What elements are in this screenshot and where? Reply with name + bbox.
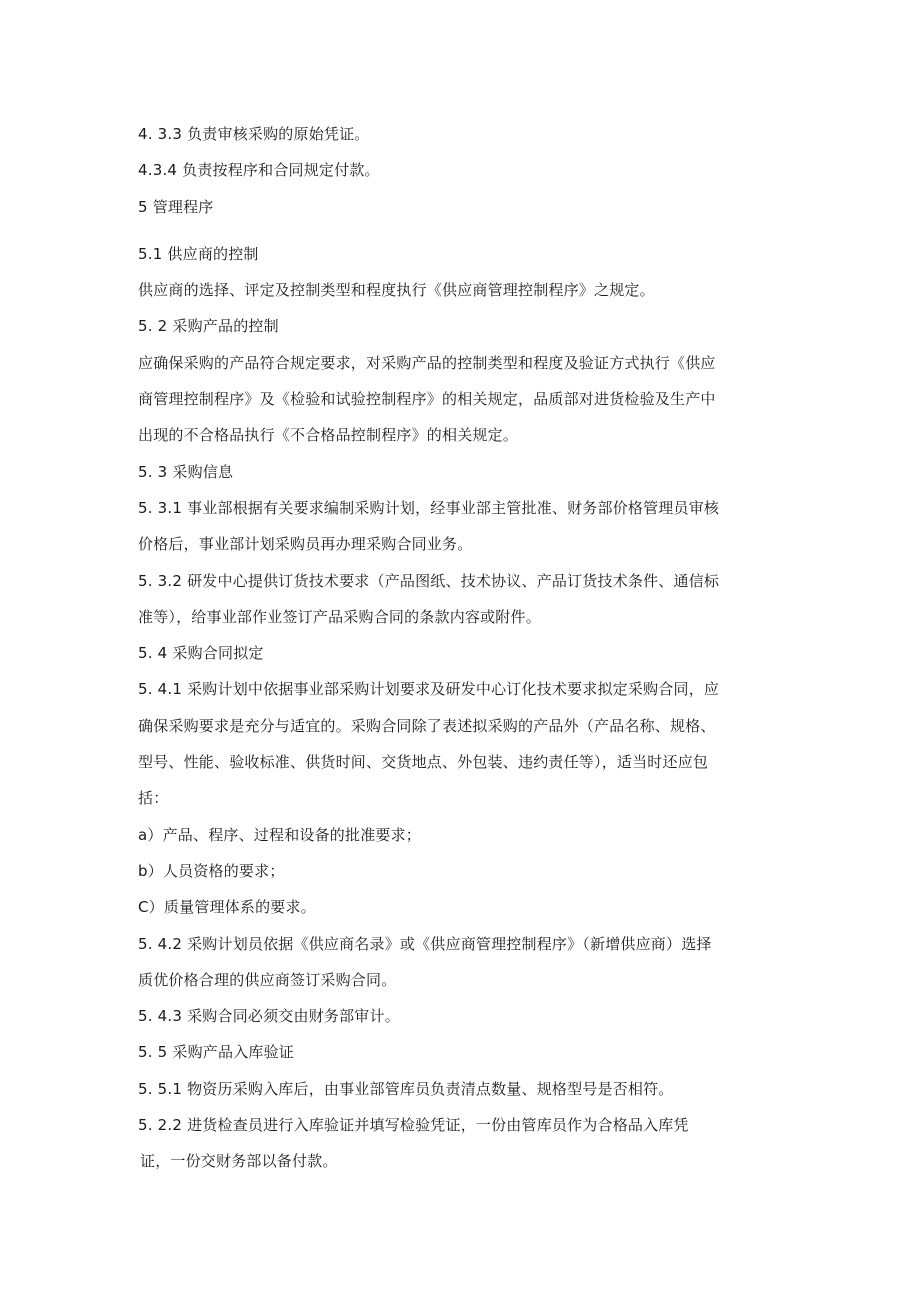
subsection-heading: 5. 4 采购合同拟定	[138, 644, 264, 663]
text-line: 确保采购要求是充分与适宜的。采购合同除了表述拟采购的产品外（产品名称、规格、	[138, 716, 716, 735]
text-line: 括：	[138, 789, 169, 808]
text-line: 5. 3.1 事业部根据有关要求编制采购计划，经事业部主管批准、财务部价格管理员审核	[138, 498, 720, 517]
text-line: 5. 5.1 物资历采购入库后，由事业部管库员负责清点数量、规格型号是否相符。	[138, 1079, 674, 1098]
text-line: 证，一份交财务部以备付款。	[140, 1152, 338, 1171]
text-line: 型号、性能、验收标准、供货时间、交货地点、外包装、违约责任等），适当时还应包	[138, 753, 709, 772]
text-line: 出现的不合格品执行《不合格品控制程序》的相关规定。	[138, 426, 519, 445]
text-line: 4. 3.3 负责审核采购的原始凭证。	[138, 125, 370, 143]
subsection-heading: 5. 2 采购产品的控制	[138, 317, 279, 336]
subsection-heading: 5.1 供应商的控制	[138, 244, 259, 263]
text-line: 商管理控制程序》及《检验和试验控制程序》的相关规定，品质部对进货检验及生产中	[138, 390, 716, 409]
text-line: 供应商的选择、评定及控制类型和程度执行《供应商管理控制程序》之规定。	[138, 281, 655, 300]
section-heading: 5 管理程序	[138, 197, 214, 216]
subsection-heading: 5. 3 采购信息	[138, 462, 234, 481]
text-line: 应确保采购的产品符合规定要求，对采购产品的控制类型和程度及验证方式执行《供应	[138, 353, 716, 372]
list-item: a）产品、程序、过程和设备的批准要求；	[138, 825, 421, 844]
text-line: 5. 4.1 采购计划中依据事业部采购计划要求及研发中心订化技术要求拟定采购合同，应	[138, 680, 720, 699]
subsection-heading: 5. 5 采购产品入库验证	[138, 1043, 294, 1062]
text-line: 准等），给事业部作业签订产品采购合同的条款内容或附件。	[138, 607, 541, 626]
document-body	[138, 116, 798, 1180]
list-item: b）人员资格的要求；	[138, 861, 285, 880]
text-line: 4.3.4 负责按程序和合同规定付款。	[138, 161, 380, 180]
text-line: 5. 4.3 采购合同必须交由财务部审计。	[138, 1007, 400, 1026]
text-line: 质优价格合理的供应商签订采购合同。	[138, 970, 397, 989]
spacer	[138, 225, 798, 236]
text-line: 5. 3.2 研发中心提供订货技术要求（产品图纸、技术协议、产品订货技术条件、通信标	[138, 571, 720, 590]
text-line: 5. 4.2 采购计划员依据《供应商名录》或《供应商管理控制程序》（新增供应商）选择	[138, 934, 712, 953]
text-line: 价格后，事业部计划采购员再办理采购合同业务。	[138, 535, 473, 554]
text-line: 5. 2.2 进货检查员进行入库验证并填写检验凭证，一份由管库员作为合格品入库凭	[138, 1116, 689, 1135]
list-item: C）质量管理体系的要求。	[138, 898, 316, 917]
